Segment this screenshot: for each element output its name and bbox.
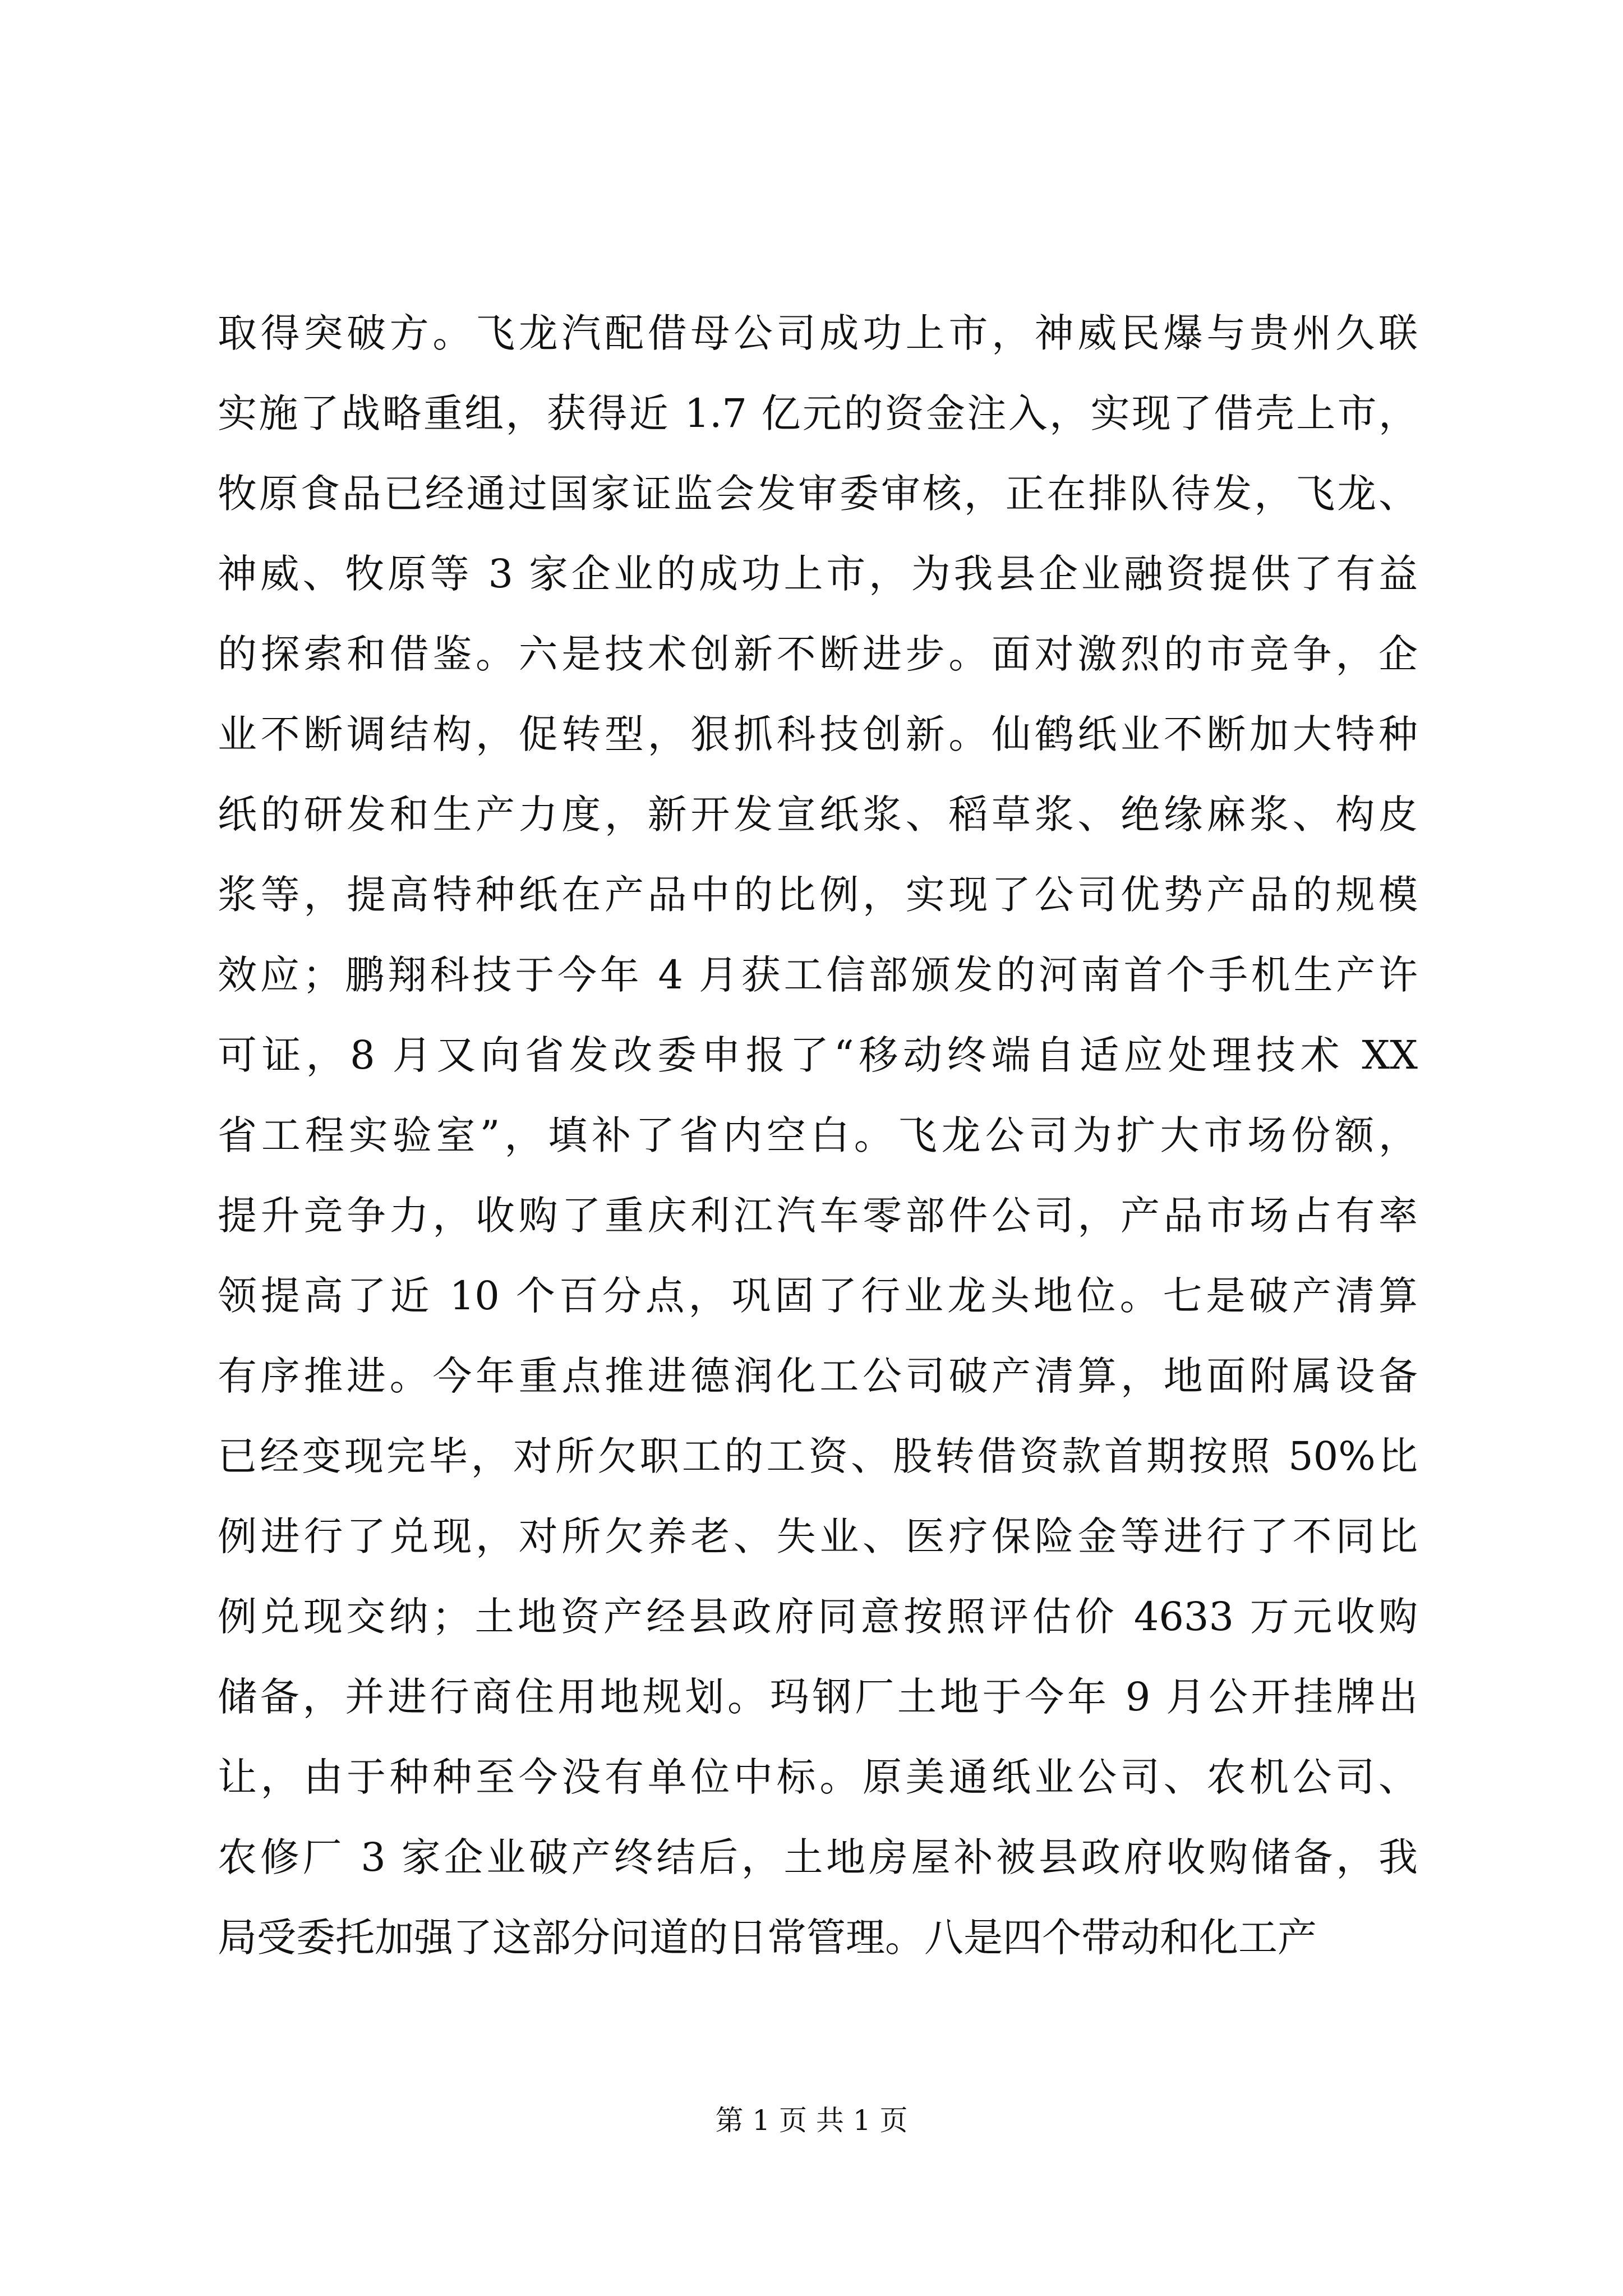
- text-line: 提升竞争力，收购了重庆利江汽车零部件公司，产品市场占有率: [218, 1193, 1418, 1239]
- text-line: 效应；鹏翔科技于今年 4 月获工信部颁发的河南首个手机生产许: [218, 952, 1418, 998]
- text-line: 神威、牧原等 3 家企业的成功上市，为我县企业融资提供了有益: [218, 551, 1418, 597]
- page-footer: [0, 2101, 1623, 2140]
- text-line: 农修厂 3 家企业破产终结后，土地房屋补被县政府收购储备，我: [218, 1834, 1418, 1880]
- text-line: 实施了战略重组，获得近 1.7 亿元的资金注入，实现了借壳上市，: [218, 390, 1418, 436]
- text-line: 牧原食品已经通过国家证监会发审委审核，正在排队待发，飞龙、: [218, 471, 1418, 517]
- text-line: 已经变现完毕，对所欠职工的工资、股转借资款首期按照 50%比: [218, 1433, 1418, 1479]
- text-line: 的探索和借鉴。六是技术创新不断进步。面对激烈的市竞争，企: [218, 631, 1418, 677]
- text-line: 储备，并进行商住用地规划。玛钢厂土地于今年 9 月公开挂牌出: [218, 1674, 1418, 1720]
- text-line: 局受委托加强了这部分问道的日常管理。八是四个带动和化工产: [218, 1915, 1317, 1961]
- body-text: [218, 293, 1418, 1978]
- text-line: 取得突破方。飞龙汽配借母公司成功上市，神威民爆与贵州久联: [218, 310, 1418, 356]
- text-line: 省工程实验室”，填补了省内空白。飞龙公司为扩大市场份额，: [218, 1112, 1418, 1158]
- text-line: 纸的研发和生产力度，新开发宣纸浆、稻草浆、绝缘麻浆、构皮: [218, 792, 1418, 838]
- page-number-label: 第 1 页 共 1 页: [715, 2104, 908, 2137]
- text-line: 可证，8 月又向省发改委申报了“移动终端自适应处理技术 XX: [218, 1032, 1418, 1078]
- text-line: 让，由于种种至今没有单位中标。原美通纸业公司、农机公司、: [218, 1754, 1418, 1800]
- text-line: 例兑现交纳；土地资产经县政府同意按照评估价 4633 万元收购: [218, 1594, 1418, 1640]
- text-line: 浆等，提高特种纸在产品中的比例，实现了公司优势产品的规模: [218, 872, 1418, 918]
- text-line: 领提高了近 10 个百分点，巩固了行业龙头地位。七是破产清算: [218, 1273, 1418, 1319]
- text-line: 业不断调结构，促转型，狠抓科技创新。仙鹤纸业不断加大特种: [218, 711, 1418, 757]
- text-line: 有序推进。今年重点推进德润化工公司破产清算，地面附属设备: [218, 1353, 1418, 1399]
- text-line: 例进行了兑现，对所欠养老、失业、医疗保险金等进行了不同比: [218, 1513, 1418, 1559]
